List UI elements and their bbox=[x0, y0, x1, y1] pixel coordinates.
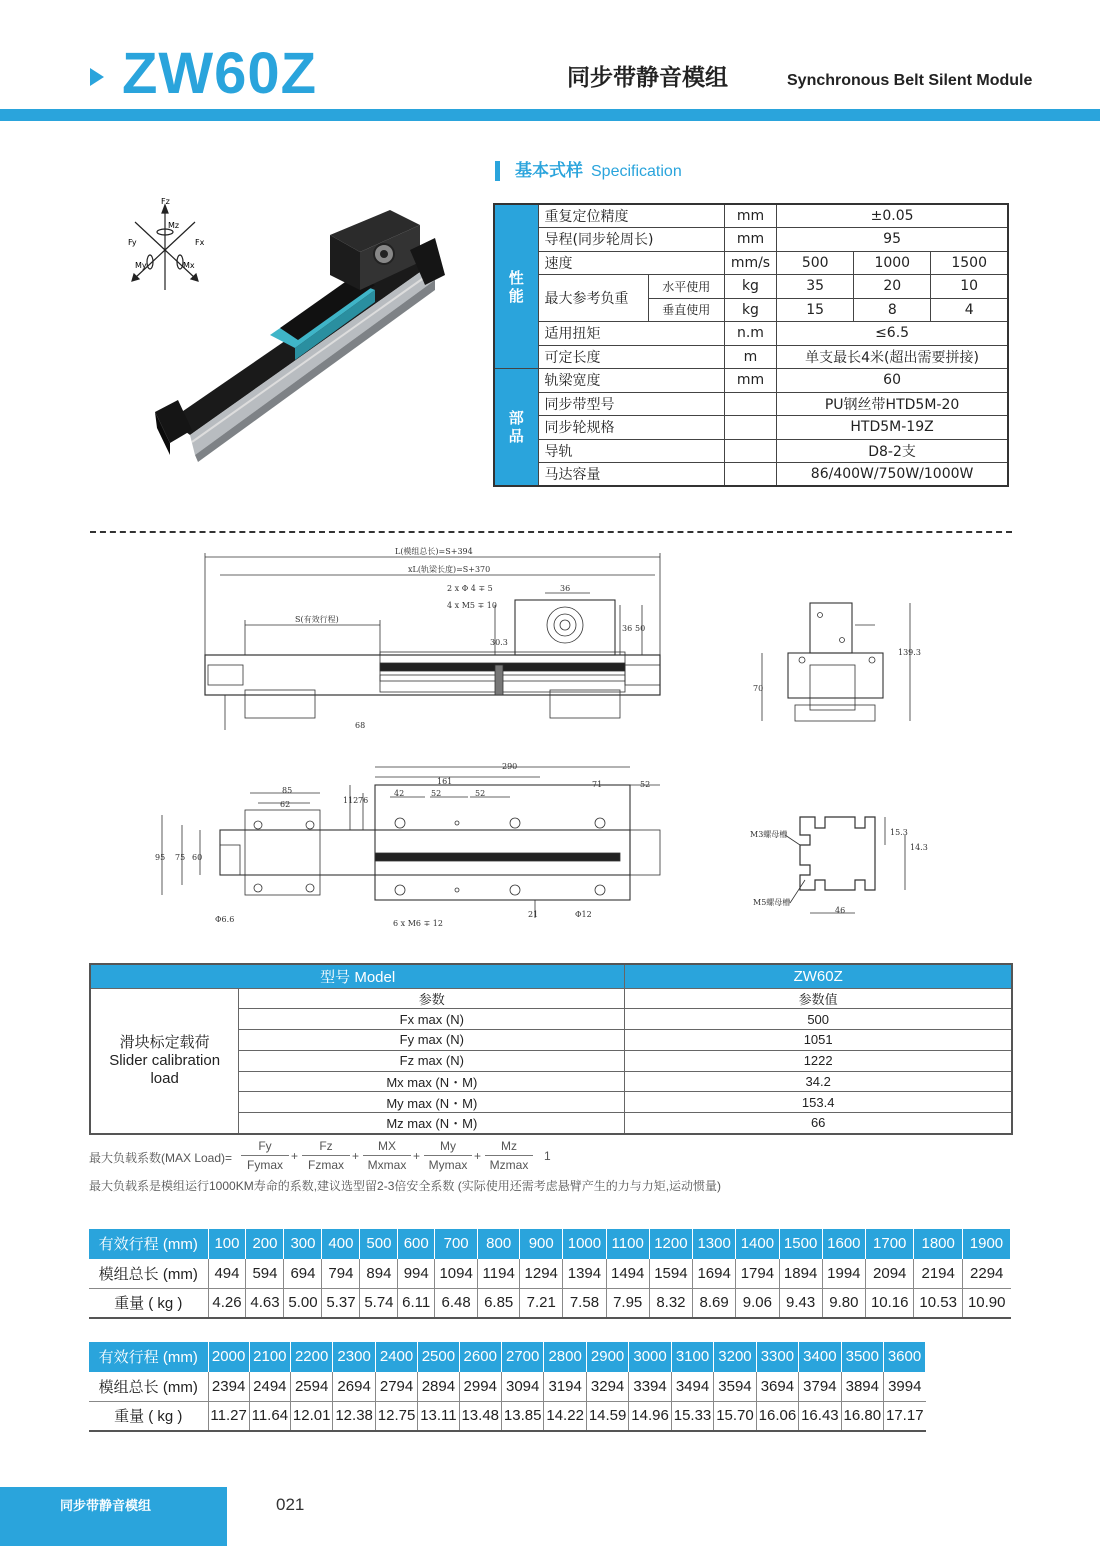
length-cell: 1394 bbox=[563, 1259, 606, 1289]
spec-label: 适用扭矩 bbox=[538, 322, 724, 346]
spec-label: 最大参考负重 bbox=[538, 275, 648, 322]
force-axes-diagram bbox=[132, 205, 198, 290]
param-header: 参数 bbox=[239, 988, 625, 1009]
axis-label-fx: Fx bbox=[195, 238, 205, 247]
stroke-cell: 600 bbox=[398, 1229, 435, 1259]
weight-cell: 7.95 bbox=[606, 1288, 649, 1318]
length-row bbox=[89, 1259, 1011, 1289]
length-cell: 1494 bbox=[606, 1259, 649, 1289]
length-cell: 3694 bbox=[756, 1372, 798, 1402]
stroke-cell: 2400 bbox=[375, 1342, 417, 1372]
stroke-row bbox=[89, 1342, 926, 1372]
stroke-cell: 1800 bbox=[914, 1229, 962, 1259]
length-cell: 2294 bbox=[962, 1259, 1010, 1289]
max-load-formula bbox=[89, 1137, 689, 1177]
stroke-cell: 3200 bbox=[714, 1342, 756, 1372]
formula-term: Fz Fzmax bbox=[302, 1137, 350, 1175]
weight-cell: 10.53 bbox=[914, 1288, 962, 1318]
profile-section-drawing bbox=[785, 817, 905, 913]
formula-prefix: 最大负载系数(MAX Load)= bbox=[89, 1151, 233, 1165]
spec-title-cn: 基本式样 bbox=[515, 161, 583, 181]
dim-36-vertical: 36 bbox=[622, 624, 633, 633]
formula-plus: + bbox=[291, 1149, 299, 1163]
spec-row bbox=[494, 345, 1008, 369]
spec-value: 8 bbox=[854, 298, 931, 322]
dim-85: 85 bbox=[282, 786, 293, 795]
length-cell: 3794 bbox=[799, 1372, 841, 1402]
formula-plus: + bbox=[352, 1149, 360, 1163]
spec-row bbox=[494, 416, 1008, 440]
spec-sublabel: 水平使用 bbox=[648, 275, 724, 299]
spec-label: 导程(同步轮周长) bbox=[538, 228, 724, 252]
spec-category-parts: 部品 bbox=[494, 369, 538, 487]
stroke-cell: 800 bbox=[478, 1229, 520, 1259]
formula-note: 最大负载系是模组运行1000KM寿命的系数,建议选型留2-3倍安全系数 (实际使用还需考虑悬臂产生的力与力矩,运动惯量) bbox=[89, 1179, 722, 1193]
length-cell: 3894 bbox=[841, 1372, 883, 1402]
stroke-cell: 1400 bbox=[736, 1229, 779, 1259]
length-cell: 3094 bbox=[501, 1372, 543, 1402]
spec-unit: kg bbox=[724, 298, 776, 322]
spec-row bbox=[494, 275, 1008, 299]
table-row bbox=[90, 988, 1012, 1009]
spec-value: ±0.05 bbox=[777, 204, 1008, 228]
dim-phi12: Φ12 bbox=[575, 910, 592, 919]
stroke-label: 有效行程 (mm) bbox=[89, 1342, 208, 1372]
length-cell: 2194 bbox=[914, 1259, 962, 1289]
length-cell: 494 bbox=[208, 1259, 246, 1289]
spec-label: 速度 bbox=[538, 251, 724, 275]
weight-label: 重量 ( kg ) bbox=[89, 1288, 208, 1318]
weight-cell: 16.06 bbox=[756, 1401, 798, 1431]
title-arrow-icon bbox=[90, 68, 104, 86]
stroke-cell: 700 bbox=[435, 1229, 478, 1259]
stroke-cell: 2100 bbox=[249, 1342, 290, 1372]
stroke-cell: 200 bbox=[246, 1229, 284, 1259]
length-cell: 594 bbox=[246, 1259, 284, 1289]
length-cell: 1694 bbox=[693, 1259, 736, 1289]
dim-36: 36 bbox=[560, 584, 571, 593]
dim-71: 71 bbox=[592, 780, 603, 789]
weight-cell: 15.33 bbox=[671, 1401, 713, 1431]
length-cell: 1094 bbox=[435, 1259, 478, 1289]
spec-value: 35 bbox=[777, 275, 854, 299]
weight-cell: 6.85 bbox=[478, 1288, 520, 1318]
dim-holes-m5: 4 x M5 ∓ 10 bbox=[447, 601, 497, 610]
weight-cell: 13.85 bbox=[501, 1401, 543, 1431]
dim-52-a: 52 bbox=[431, 789, 442, 798]
stroke-table-2 bbox=[89, 1342, 926, 1432]
dim-75: 75 bbox=[175, 853, 186, 862]
formula-term: MX Mxmax bbox=[363, 1137, 411, 1175]
spec-value: 1000 bbox=[854, 251, 931, 275]
spec-unit: mm bbox=[724, 204, 776, 228]
param-value: 500 bbox=[625, 1009, 1012, 1030]
spec-label: 马达容量 bbox=[538, 463, 724, 487]
param-name: Mz max (N・M) bbox=[239, 1113, 625, 1134]
weight-cell: 8.32 bbox=[649, 1288, 692, 1318]
top-view-drawing bbox=[162, 767, 660, 918]
spec-unit bbox=[724, 416, 776, 440]
product-title-cn: 同步带静音模组 bbox=[567, 65, 728, 91]
spec-table bbox=[493, 203, 1009, 487]
end-view-drawing bbox=[762, 603, 910, 721]
param-value: 34.2 bbox=[625, 1071, 1012, 1092]
technical-drawings bbox=[150, 545, 950, 935]
weight-cell: 6.11 bbox=[398, 1288, 435, 1318]
param-value: 153.4 bbox=[625, 1092, 1012, 1113]
weight-cell: 5.37 bbox=[322, 1288, 360, 1318]
length-cell: 894 bbox=[360, 1259, 398, 1289]
spec-label: 重复定位精度 bbox=[538, 204, 724, 228]
weight-cell: 9.06 bbox=[736, 1288, 779, 1318]
spec-value: 500 bbox=[777, 251, 854, 275]
length-cell: 794 bbox=[322, 1259, 360, 1289]
spec-label: 轨梁宽度 bbox=[538, 369, 724, 393]
spec-value: 60 bbox=[777, 369, 1008, 393]
model-title: ZW60Z bbox=[122, 41, 318, 106]
length-cell: 2094 bbox=[865, 1259, 913, 1289]
stroke-cell: 2700 bbox=[501, 1342, 543, 1372]
stroke-label: 有效行程 (mm) bbox=[89, 1229, 208, 1259]
dim-46: 46 bbox=[835, 906, 846, 915]
spec-value: 10 bbox=[931, 275, 1008, 299]
weight-cell: 13.11 bbox=[418, 1401, 459, 1431]
weight-cell: 7.58 bbox=[563, 1288, 606, 1318]
weight-cell: 5.00 bbox=[284, 1288, 322, 1318]
dim-161: 161 bbox=[437, 777, 453, 786]
weight-cell: 12.01 bbox=[290, 1401, 332, 1431]
weight-cell: 14.96 bbox=[629, 1401, 671, 1431]
spec-unit: mm bbox=[724, 369, 776, 393]
spec-value: D8-2支 bbox=[777, 439, 1008, 463]
weight-cell: 9.43 bbox=[779, 1288, 822, 1318]
spec-sublabel: 垂直使用 bbox=[648, 298, 724, 322]
stroke-cell: 1000 bbox=[563, 1229, 606, 1259]
weight-cell: 14.59 bbox=[586, 1401, 628, 1431]
spec-unit bbox=[724, 392, 776, 416]
spec-unit bbox=[724, 439, 776, 463]
header-bar bbox=[0, 109, 1100, 121]
formula-plus: + bbox=[413, 1149, 421, 1163]
spec-row bbox=[494, 463, 1008, 487]
formula-plus: + bbox=[474, 1149, 482, 1163]
dim-112: 112 bbox=[343, 796, 359, 805]
stroke-cell: 900 bbox=[520, 1229, 563, 1259]
spec-row bbox=[494, 439, 1008, 463]
length-label: 模组总长 (mm) bbox=[89, 1259, 208, 1289]
spec-value: ≤6.5 bbox=[777, 322, 1008, 346]
stroke-cell: 3600 bbox=[884, 1342, 926, 1372]
axis-label-fy: Fy bbox=[128, 238, 137, 247]
dim-phi66: Φ6.6 bbox=[215, 915, 235, 924]
stroke-cell: 1900 bbox=[962, 1229, 1010, 1259]
spec-row bbox=[494, 322, 1008, 346]
weight-cell: 10.90 bbox=[962, 1288, 1010, 1318]
param-name: Mx max (N・M) bbox=[239, 1071, 625, 1092]
product-image bbox=[120, 190, 470, 480]
weight-cell: 11.64 bbox=[249, 1401, 290, 1431]
stroke-cell: 3000 bbox=[629, 1342, 671, 1372]
spec-unit: kg bbox=[724, 275, 776, 299]
spec-title bbox=[515, 158, 682, 185]
weight-label: 重量 ( kg ) bbox=[89, 1401, 208, 1431]
weight-cell: 4.26 bbox=[208, 1288, 246, 1318]
formula-rhs: 1 bbox=[544, 1149, 551, 1163]
weight-cell: 13.48 bbox=[459, 1401, 501, 1431]
stroke-cell: 2200 bbox=[290, 1342, 332, 1372]
spec-category-performance: 性能 bbox=[494, 204, 538, 369]
formula-term: My Mymax bbox=[424, 1137, 472, 1175]
stroke-cell: 3500 bbox=[841, 1342, 883, 1372]
spec-label: 同步带型号 bbox=[538, 392, 724, 416]
length-cell: 2994 bbox=[459, 1372, 501, 1402]
spec-row bbox=[494, 228, 1008, 252]
stroke-cell: 1200 bbox=[649, 1229, 692, 1259]
stroke-cell: 2600 bbox=[459, 1342, 501, 1372]
spec-unit: mm/s bbox=[724, 251, 776, 275]
weight-cell: 10.16 bbox=[865, 1288, 913, 1318]
formula-term: Fy Fymax bbox=[241, 1137, 289, 1175]
axis-label-mx: Mx bbox=[183, 261, 195, 270]
spec-row bbox=[494, 251, 1008, 275]
param-name: Fx max (N) bbox=[239, 1009, 625, 1030]
spec-label: 可定长度 bbox=[538, 345, 724, 369]
model-load-table bbox=[89, 963, 1013, 1135]
length-cell: 3994 bbox=[884, 1372, 926, 1402]
label-m5-slot: M5螺母槽 bbox=[753, 898, 791, 907]
footer-label: 同步带静音模组 bbox=[60, 1499, 152, 1514]
dashed-separator bbox=[90, 531, 1012, 533]
model-head-label: 型号 Model bbox=[90, 964, 625, 988]
dim-50: 50 bbox=[635, 624, 646, 633]
weight-row bbox=[89, 1288, 1011, 1318]
stroke-cell: 1100 bbox=[606, 1229, 649, 1259]
stroke-cell: 300 bbox=[284, 1229, 322, 1259]
page-number: 021 bbox=[276, 1495, 305, 1514]
dim-70: 70 bbox=[753, 684, 764, 693]
dim-68: 68 bbox=[355, 721, 366, 730]
weight-cell: 16.80 bbox=[841, 1401, 883, 1431]
length-cell: 1894 bbox=[779, 1259, 822, 1289]
length-cell: 2694 bbox=[333, 1372, 375, 1402]
weight-cell: 17.17 bbox=[884, 1401, 926, 1431]
axis-label-fz: Fz bbox=[161, 197, 170, 206]
length-cell: 3594 bbox=[714, 1372, 756, 1402]
spec-value: 86/400W/750W/1000W bbox=[777, 463, 1008, 487]
param-value: 66 bbox=[625, 1113, 1012, 1134]
param-name: Fy max (N) bbox=[239, 1030, 625, 1051]
stroke-cell: 100 bbox=[208, 1229, 246, 1259]
weight-cell: 12.75 bbox=[375, 1401, 417, 1431]
spec-title-marker bbox=[495, 161, 500, 181]
dim-76: 76 bbox=[358, 796, 369, 805]
dim-42: 42 bbox=[394, 789, 405, 798]
stroke-cell: 3300 bbox=[756, 1342, 798, 1372]
stroke-cell: 2800 bbox=[544, 1342, 586, 1372]
stroke-cell: 500 bbox=[360, 1229, 398, 1259]
product-title-en: Synchronous Belt Silent Module bbox=[787, 72, 1033, 89]
param-value: 1051 bbox=[625, 1030, 1012, 1051]
weight-cell: 7.21 bbox=[520, 1288, 563, 1318]
spec-row bbox=[494, 369, 1008, 393]
stroke-cell: 2300 bbox=[333, 1342, 375, 1372]
footer-box bbox=[0, 1487, 227, 1546]
axis-label-my: My bbox=[135, 261, 147, 270]
spec-value: 20 bbox=[854, 275, 931, 299]
dim-143: 14.3 bbox=[910, 843, 928, 852]
length-cell: 1594 bbox=[649, 1259, 692, 1289]
length-cell: 994 bbox=[398, 1259, 435, 1289]
weight-cell: 8.69 bbox=[693, 1288, 736, 1318]
stroke-cell: 1500 bbox=[779, 1229, 822, 1259]
value-header: 参数值 bbox=[625, 988, 1012, 1009]
spec-unit: n.m bbox=[724, 322, 776, 346]
dim-stroke: S(有效行程) bbox=[295, 615, 339, 624]
weight-cell: 15.70 bbox=[714, 1401, 756, 1431]
length-cell: 1194 bbox=[478, 1259, 520, 1289]
dim-total-length: L(模组总长)=S+394 bbox=[395, 547, 473, 556]
length-cell: 2794 bbox=[375, 1372, 417, 1402]
spec-unit bbox=[724, 463, 776, 487]
spec-label: 同步轮规格 bbox=[538, 416, 724, 440]
length-cell: 2594 bbox=[290, 1372, 332, 1402]
stroke-cell: 2900 bbox=[586, 1342, 628, 1372]
dim-m6: 6 x M6 ∓ 12 bbox=[393, 919, 443, 928]
weight-cell: 4.63 bbox=[246, 1288, 284, 1318]
dim-62: 62 bbox=[280, 800, 291, 809]
spec-value: 单支最长4米(超出需要拼接) bbox=[777, 345, 1008, 369]
length-cell: 2494 bbox=[249, 1372, 290, 1402]
spec-value: 4 bbox=[931, 298, 1008, 322]
param-name: My max (N・M) bbox=[239, 1092, 625, 1113]
length-cell: 3294 bbox=[586, 1372, 628, 1402]
stroke-row bbox=[89, 1229, 1011, 1259]
length-cell: 694 bbox=[284, 1259, 322, 1289]
weight-cell: 9.80 bbox=[822, 1288, 865, 1318]
side-view-drawing bbox=[205, 553, 660, 730]
dim-52-b: 52 bbox=[475, 789, 486, 798]
spec-value: 1500 bbox=[931, 251, 1008, 275]
spec-label: 导轨 bbox=[538, 439, 724, 463]
axis-label-mz: Mz bbox=[168, 221, 180, 230]
param-name: Fz max (N) bbox=[239, 1050, 625, 1071]
dim-holes-phi4: 2 x Φ 4 ∓ 5 bbox=[447, 584, 493, 593]
dim-60: 60 bbox=[192, 853, 203, 862]
dim-290: 290 bbox=[502, 762, 518, 771]
length-row bbox=[89, 1372, 926, 1402]
dim-rail-length: xL(轨梁长度)=S+370 bbox=[408, 565, 491, 574]
length-label: 模组总长 (mm) bbox=[89, 1372, 208, 1402]
stroke-cell: 1300 bbox=[693, 1229, 736, 1259]
weight-cell: 12.38 bbox=[333, 1401, 375, 1431]
spec-row bbox=[494, 204, 1008, 228]
spec-value: 95 bbox=[777, 228, 1008, 252]
length-cell: 2894 bbox=[418, 1372, 459, 1402]
spec-unit: mm bbox=[724, 228, 776, 252]
length-cell: 3394 bbox=[629, 1372, 671, 1402]
param-value: 1222 bbox=[625, 1050, 1012, 1071]
length-cell: 3494 bbox=[671, 1372, 713, 1402]
dim-139: 139.3 bbox=[898, 648, 921, 657]
weight-cell: 5.74 bbox=[360, 1288, 398, 1318]
spec-row bbox=[494, 392, 1008, 416]
weight-cell: 16.43 bbox=[799, 1401, 841, 1431]
stroke-cell: 3400 bbox=[799, 1342, 841, 1372]
length-cell: 2394 bbox=[208, 1372, 249, 1402]
slider-load-label: 滑块标定载荷 Slider calibration load bbox=[90, 988, 239, 1134]
dim-153: 15.3 bbox=[890, 828, 908, 837]
stroke-cell: 400 bbox=[322, 1229, 360, 1259]
model-table-header bbox=[90, 964, 1012, 988]
spec-title-en: Specification bbox=[591, 163, 682, 180]
stroke-cell: 1700 bbox=[865, 1229, 913, 1259]
length-cell: 1794 bbox=[736, 1259, 779, 1289]
dim-30: 30.3 bbox=[490, 638, 508, 647]
length-cell: 1994 bbox=[822, 1259, 865, 1289]
dim-21: 21 bbox=[528, 910, 539, 919]
length-cell: 3194 bbox=[544, 1372, 586, 1402]
weight-cell: 14.22 bbox=[544, 1401, 586, 1431]
model-head-value: ZW60Z bbox=[625, 964, 1012, 988]
weight-row bbox=[89, 1401, 926, 1431]
stroke-cell: 1600 bbox=[822, 1229, 865, 1259]
spec-value: PU钢丝带HTD5M-20 bbox=[777, 392, 1008, 416]
label-m3-slot: M3螺母槽 bbox=[750, 830, 788, 839]
spec-value: HTD5M-19Z bbox=[777, 416, 1008, 440]
weight-cell: 6.48 bbox=[435, 1288, 478, 1318]
weight-cell: 11.27 bbox=[208, 1401, 249, 1431]
stroke-table-1 bbox=[89, 1229, 1011, 1319]
formula-term: Mz Mzmax bbox=[485, 1137, 533, 1175]
stroke-cell: 3100 bbox=[671, 1342, 713, 1372]
stroke-cell: 2000 bbox=[208, 1342, 249, 1372]
spec-value: 15 bbox=[777, 298, 854, 322]
dim-95: 95 bbox=[155, 853, 166, 862]
module-body bbox=[155, 210, 445, 462]
dim-52-right: 52 bbox=[640, 780, 651, 789]
length-cell: 1294 bbox=[520, 1259, 563, 1289]
stroke-cell: 2500 bbox=[418, 1342, 459, 1372]
spec-unit: m bbox=[724, 345, 776, 369]
